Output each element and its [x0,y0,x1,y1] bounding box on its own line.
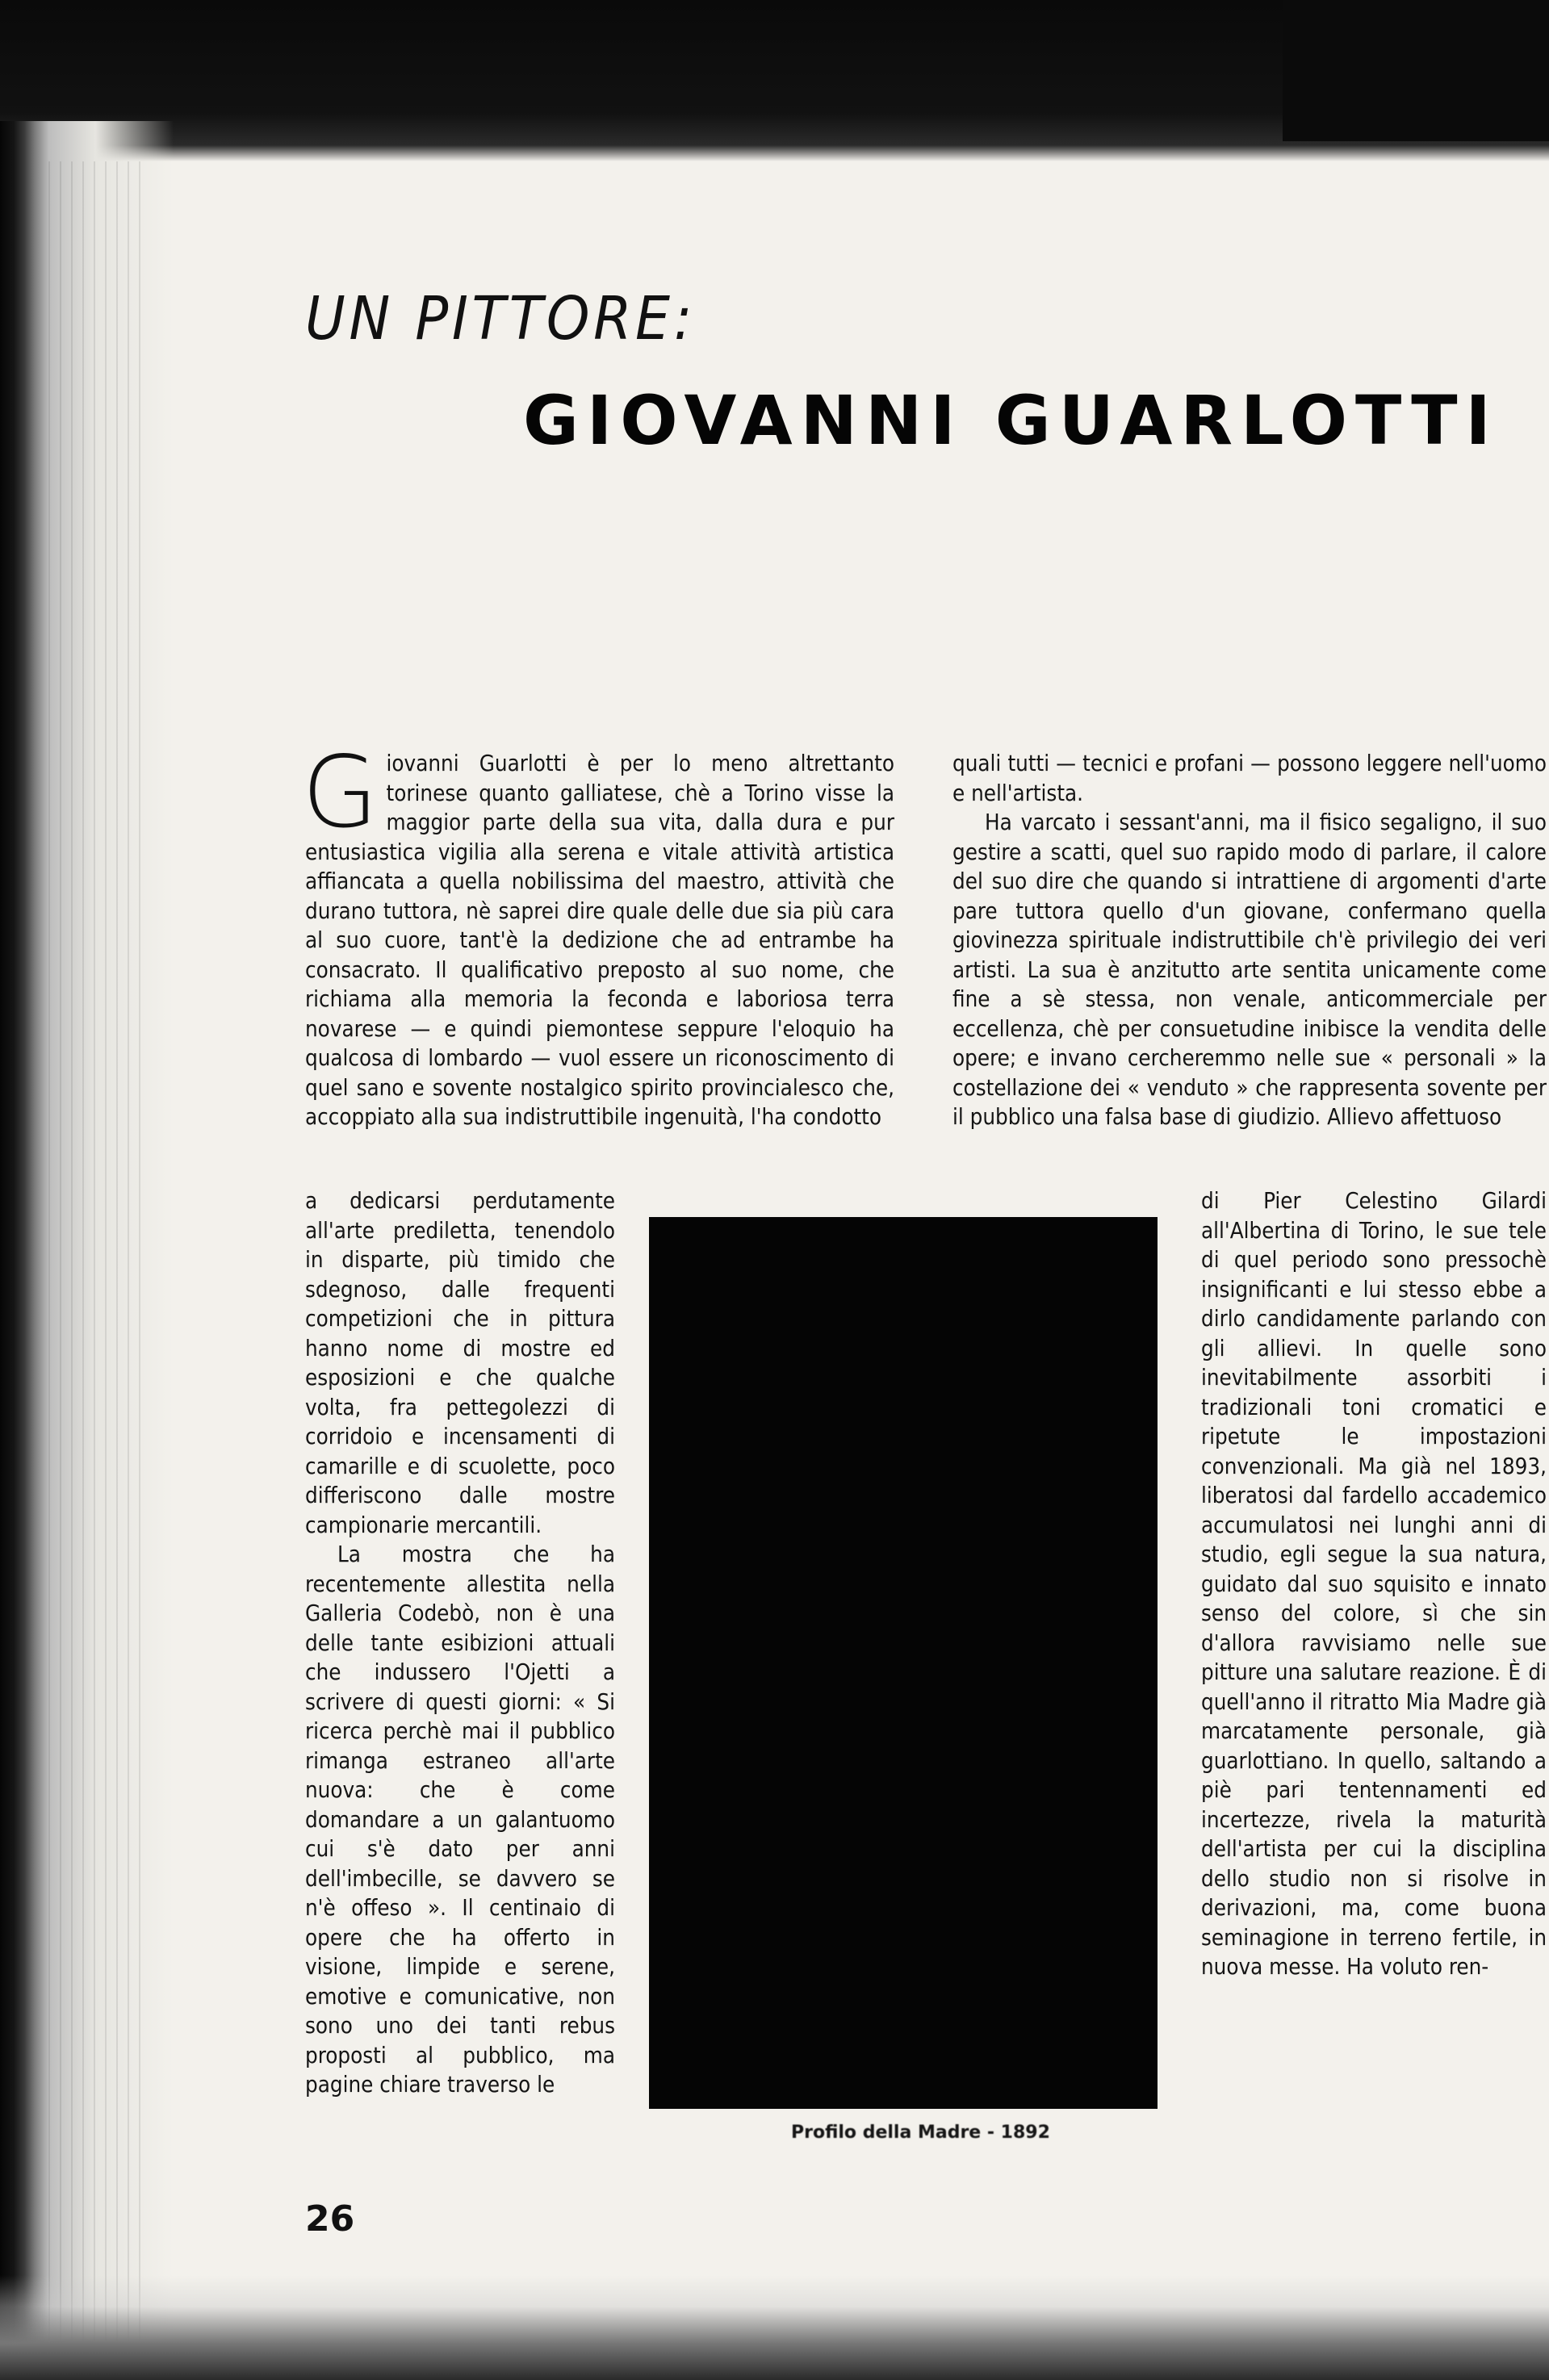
paragraph-text: iovanni Guarlotti è per lo meno altrettanto torinese quanto galliatese, chè a Torino visse la maggior parte della sua vita, dalla dura e pur entusiastica vigilia alla serena e vitale attività artistica affiancata a quella nobilissima del maestro, attività che durano tuttora, nè saprei dire quale delle due sia più cara al suo cuore, tant'è la dedizione che ad entrambe ha consacrato. Il qualificativo preposto al suo nome, che richiama alla memoria la feconda e laboriosa terra novarese — e quindi piemontese seppure l'eloquio ha qualcosa di lombardo — vuol essere un riconoscimento di quel sano e sovente nostalgico spirito provincialesco che, accoppiato alla sua indistruttibile ingenuità, l'ha condotto [305,751,894,1130]
article-column-left-top [302,735,894,1132]
article-paragraph: Ha varcato i sessant'anni, ma il fisico segaligno, il suo gestire a scatti, quel suo rapido modo di parlare, il calore del suo dire che quando si intrattiene di argomenti d'arte pare tuttora quello d'un giovane, confermano quella giovinezza spirituale indistruttibile ch'è privilegio dei veri artisti. La sua è anzitutto arte sentita unicamente come fine a sè stessa, non venale, anticommerciale per eccellenza, chè per consuetudine inibisce la vendita delle opere; e invano cercheremmo nelle sue « personali » la costellazione dei « venduto » che rappresenta sovente per il pubblico una falsa base di giudizio. Allievo affettuoso [952,809,1547,1130]
article-paragraph: quali tutti — tecnici e profani — possono leggere nell'uomo e nell'artista. [952,751,1547,806]
scan-shadow-top-right [1283,0,1549,141]
article-paragraph [302,735,894,1132]
scan-shadow-bottom [0,2275,1549,2380]
article-column-right-bottom [1201,1186,1547,1982]
photo-caption: Profilo della Madre - 1892 [791,2123,1050,2143]
article-column-left-bottom [305,1186,615,2100]
drop-cap: G [302,735,379,850]
page-number: 26 [305,2198,355,2240]
article-paragraph: La mostra che ha recentemente allestita nella Galleria Codebò, non è una delle tante esibizioni attuali che indussero l'Ojetti a scrivere di questi giorni: « Si ricerca perchè mai il pubblico rimanga estraneo all'arte nuova: che è come domandare a un galantuomo cui s'è dato per anni dell'imbecille, se davvero se n'è offeso ». Il centinaio di opere che ha offerto in visione, limpide e serene, emotive e comunicative, non sono uno dei tanti rebus proposti al pubblico, ma pagine chiare traverso le [305,1541,615,2098]
portrait-photo [649,1217,1158,2109]
article-column-right-top [952,749,1547,1132]
scan-page-edges [48,161,145,2340]
article-kicker: UN PITTORE: [305,284,697,353]
article-paragraph: a dedicarsi perdutamente all'arte prediletta, tenendolo in disparte, più timido che sdegnoso, dalle frequenti competizioni che in pittura hanno nome di mostre ed esposizioni e che qualche volta, fra pettegolezzi di corridoio e incensamenti di camarille e di scuolette, poco differiscono dalle mostre campionarie mercantili. [305,1188,615,1538]
article-paragraph: di Pier Celestino Gilardi all'Albertina di Torino, le sue tele di quel periodo sono pressochè insignificanti e lui stesso ebbe a dirlo candidamente parlando con gli allievi. In quelle sono inevitabilmente assorbiti i tradizionali toni cromatici e ripetute le impostazioni convenzionali. Ma già nel 1893, liberatosi dal fardello accademico accumulatosi nei lunghi anni di studio, egli segue la sua natura, guidato dal suo squisito e innato senso del colore, sì che sin d'allora ravvisiamo nelle sue pitture una salutare reazione. È di quell'anno il ritratto Mia Madre già marcatamente personale, già guarlottiano. In quello, saltando a piè pari tentennamenti ed incertezze, rivela la maturità dell'artista per cui la disciplina dello studio non si risolve in derivazioni, ma, come buona seminagione in terreno fertile, in nuova messe. Ha voluto ren- [1201,1188,1547,1980]
article-title: GIOVANNI GUARLOTTI [523,381,1499,460]
